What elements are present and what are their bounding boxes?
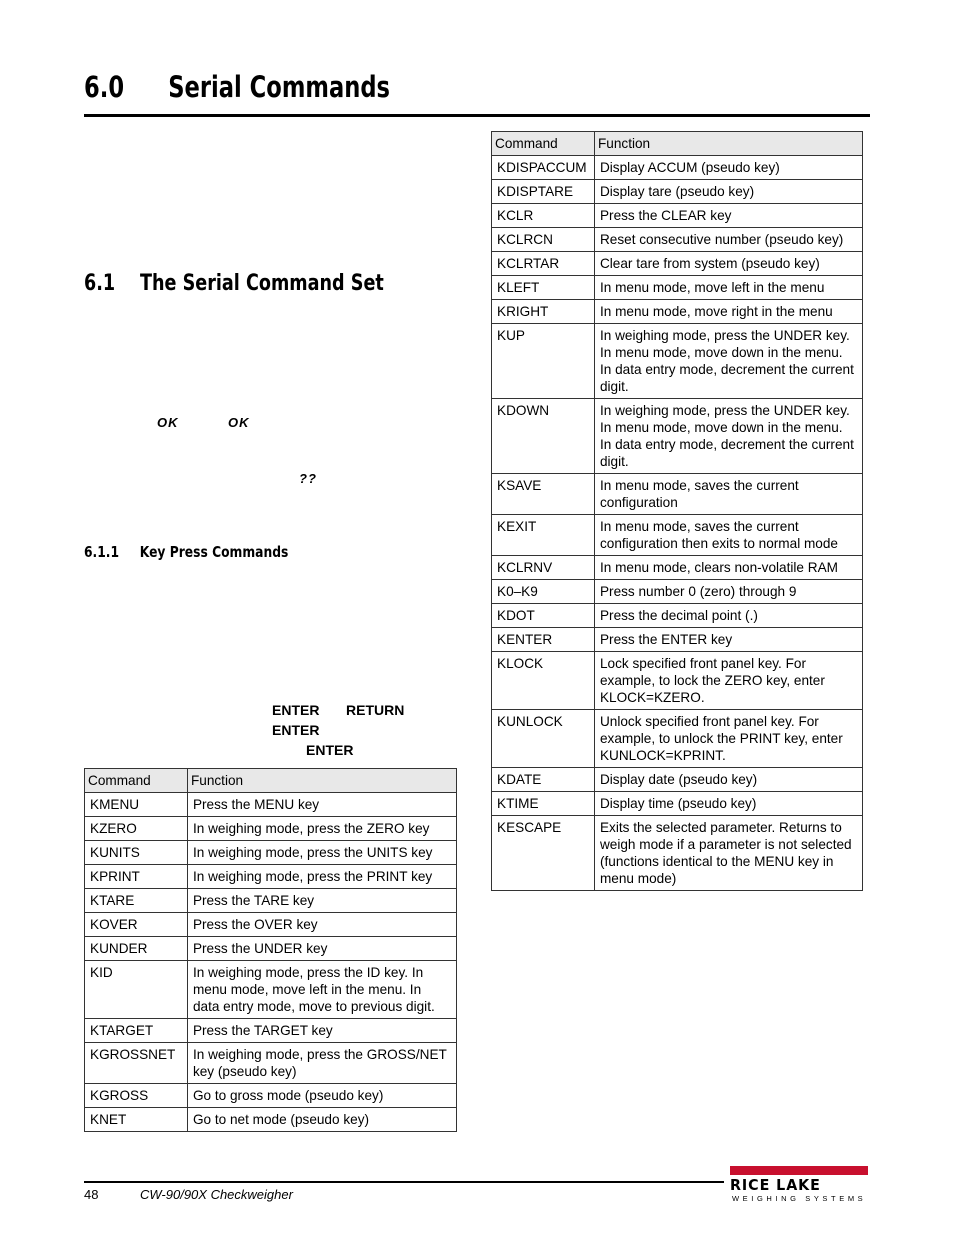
function-cell: In weighing mode, press the PRINT key <box>187 865 456 889</box>
function-cell: In menu mode, move right in the menu <box>594 300 862 324</box>
table-row <box>492 324 863 399</box>
function-cell: In menu mode, saves the current configuration then exits to normal mode <box>594 515 862 556</box>
table-row <box>492 228 863 252</box>
function-cell: Press number 0 (zero) through 9 <box>594 580 862 604</box>
document-title: CW-90/90X Checkweigher <box>140 1187 293 1202</box>
function-cell: Display date (pseudo key) <box>594 768 862 792</box>
command-cell: KGROSS <box>85 1084 188 1108</box>
command-cell: KDISPACCUM <box>492 156 595 180</box>
return-fragment: RETURN <box>346 702 405 718</box>
footer-rule <box>84 1181 724 1183</box>
key-commands-table-left <box>84 768 457 1132</box>
chapter-number: 6.0 <box>84 70 125 104</box>
function-cell: Press the ENTER key <box>594 628 862 652</box>
table-row <box>492 792 863 816</box>
enter-fragment-2: ENTER <box>272 722 320 738</box>
chapter-heading <box>84 70 390 104</box>
section-title: The Serial Command Set <box>140 271 384 296</box>
command-cell: KNET <box>85 1108 188 1132</box>
function-cell: Lock specified front panel key. For example, to lock the ZERO key, enter KLOCK=KZERO. <box>594 652 862 710</box>
table-row <box>85 1108 457 1132</box>
command-cell: KOVER <box>85 913 188 937</box>
function-cell: Press the decimal point (.) <box>594 604 862 628</box>
logo-subtitle: WEIGHING SYSTEMS <box>732 1194 867 1203</box>
command-cell: KCLRTAR <box>492 252 595 276</box>
function-cell: In weighing mode, press the UNDER key. In menu mode, move down in the menu. In data entry mode, decrement the current digit. <box>594 399 862 474</box>
function-cell: Display time (pseudo key) <box>594 792 862 816</box>
function-cell: Display ACCUM (pseudo key) <box>594 156 862 180</box>
section-heading <box>84 271 384 296</box>
table-row <box>492 300 863 324</box>
table-row <box>85 913 457 937</box>
key-commands-table-right <box>491 131 863 891</box>
table-row <box>85 865 457 889</box>
table-row <box>85 1019 457 1043</box>
table-row <box>492 580 863 604</box>
table-row <box>492 816 863 891</box>
table-row <box>492 556 863 580</box>
subsection-heading <box>84 543 288 561</box>
command-cell: KTARGET <box>85 1019 188 1043</box>
column-header-command: Command <box>492 132 595 156</box>
section-number: 6.1 <box>84 271 116 296</box>
command-cell: KCLRNV <box>492 556 595 580</box>
subsection-title: Key Press Commands <box>139 543 289 561</box>
function-cell: Go to net mode (pseudo key) <box>187 1108 456 1132</box>
function-cell: Press the TARE key <box>187 889 456 913</box>
command-cell: KTIME <box>492 792 595 816</box>
table-row <box>492 474 863 515</box>
column-header-function: Function <box>594 132 862 156</box>
column-header-command: Command <box>85 769 188 793</box>
column-header-function: Function <box>187 769 456 793</box>
command-cell: KID <box>85 961 188 1019</box>
command-cell: KTARE <box>85 889 188 913</box>
command-cell: KUNLOCK <box>492 710 595 768</box>
function-cell: In weighing mode, press the GROSS/NET key (pseudo key) <box>187 1043 456 1084</box>
command-cell: KDOWN <box>492 399 595 474</box>
table-row <box>85 793 457 817</box>
command-cell: KESCAPE <box>492 816 595 891</box>
table-row <box>85 841 457 865</box>
command-cell: KRIGHT <box>492 300 595 324</box>
function-cell: Unlock specified front panel key. For example, to unlock the PRINT key, enter KUNLOCK=KPRINT. <box>594 710 862 768</box>
page-number: 48 <box>84 1187 99 1202</box>
logo-red-bar <box>730 1166 868 1175</box>
subsection-number: 6.1.1 <box>84 543 120 561</box>
command-cell: KUNDER <box>85 937 188 961</box>
command-cell: KUP <box>492 324 595 399</box>
table-row <box>85 1043 457 1084</box>
table-row <box>85 817 457 841</box>
function-cell: Display tare (pseudo key) <box>594 180 862 204</box>
chapter-title: Serial Commands <box>168 70 390 104</box>
command-cell: KMENU <box>85 793 188 817</box>
function-cell: Press the OVER key <box>187 913 456 937</box>
enter-fragment-3: ENTER <box>306 742 354 758</box>
function-cell: Press the UNDER key <box>187 937 456 961</box>
function-cell: Clear tare from system (pseudo key) <box>594 252 862 276</box>
command-cell: KCLR <box>492 204 595 228</box>
table-row <box>492 156 863 180</box>
function-cell: In menu mode, saves the current configuration <box>594 474 862 515</box>
command-cell: KDATE <box>492 768 595 792</box>
table-row <box>85 1084 457 1108</box>
function-cell: In weighing mode, press the ZERO key <box>187 817 456 841</box>
function-cell: Press the TARGET key <box>187 1019 456 1043</box>
table-row <box>492 276 863 300</box>
function-cell: Press the MENU key <box>187 793 456 817</box>
question-fragment: ?? <box>299 471 317 486</box>
command-cell: KGROSSNET <box>85 1043 188 1084</box>
command-cell: KCLRCN <box>492 228 595 252</box>
ok-fragment-1: OK <box>157 415 179 430</box>
table-row <box>492 628 863 652</box>
table-header-row <box>492 132 863 156</box>
table-header-row <box>85 769 457 793</box>
command-cell: K0–K9 <box>492 580 595 604</box>
command-cell: KDOT <box>492 604 595 628</box>
enter-fragment-1: ENTER <box>272 702 320 718</box>
table-row <box>492 252 863 276</box>
command-cell: KUNITS <box>85 841 188 865</box>
command-cell: KZERO <box>85 817 188 841</box>
command-cell: KENTER <box>492 628 595 652</box>
table-row <box>492 204 863 228</box>
function-cell: In menu mode, move left in the menu <box>594 276 862 300</box>
function-cell: Go to gross mode (pseudo key) <box>187 1084 456 1108</box>
command-cell: KDISPTARE <box>492 180 595 204</box>
function-cell: In menu mode, clears non-volatile RAM <box>594 556 862 580</box>
table-row <box>492 604 863 628</box>
rice-lake-logo <box>730 1166 868 1202</box>
function-cell: In weighing mode, press the UNDER key. In menu mode, move down in the menu. In data entry mode, decrement the current digit. <box>594 324 862 399</box>
function-cell: Exits the selected parameter. Returns to weigh mode if a parameter is not selected (functions identical to the MENU key in menu mode) <box>594 816 862 891</box>
table-row <box>492 515 863 556</box>
table-row <box>492 710 863 768</box>
table-row <box>85 961 457 1019</box>
function-cell: Reset consecutive number (pseudo key) <box>594 228 862 252</box>
command-cell: KPRINT <box>85 865 188 889</box>
table-row <box>85 937 457 961</box>
command-cell: KLEFT <box>492 276 595 300</box>
function-cell: Press the CLEAR key <box>594 204 862 228</box>
table-row <box>492 768 863 792</box>
function-cell: In weighing mode, press the ID key. In menu mode, move left in the menu. In data entry mode, move to previous digit. <box>187 961 456 1019</box>
table-row <box>492 180 863 204</box>
table-row <box>492 652 863 710</box>
logo-brand-text: RICE LAKE <box>730 1176 821 1194</box>
table-row <box>492 399 863 474</box>
chapter-rule <box>84 114 870 117</box>
command-cell: KEXIT <box>492 515 595 556</box>
command-cell: KLOCK <box>492 652 595 710</box>
ok-fragment-2: OK <box>228 415 250 430</box>
function-cell: In weighing mode, press the UNITS key <box>187 841 456 865</box>
command-cell: KSAVE <box>492 474 595 515</box>
table-row <box>85 889 457 913</box>
